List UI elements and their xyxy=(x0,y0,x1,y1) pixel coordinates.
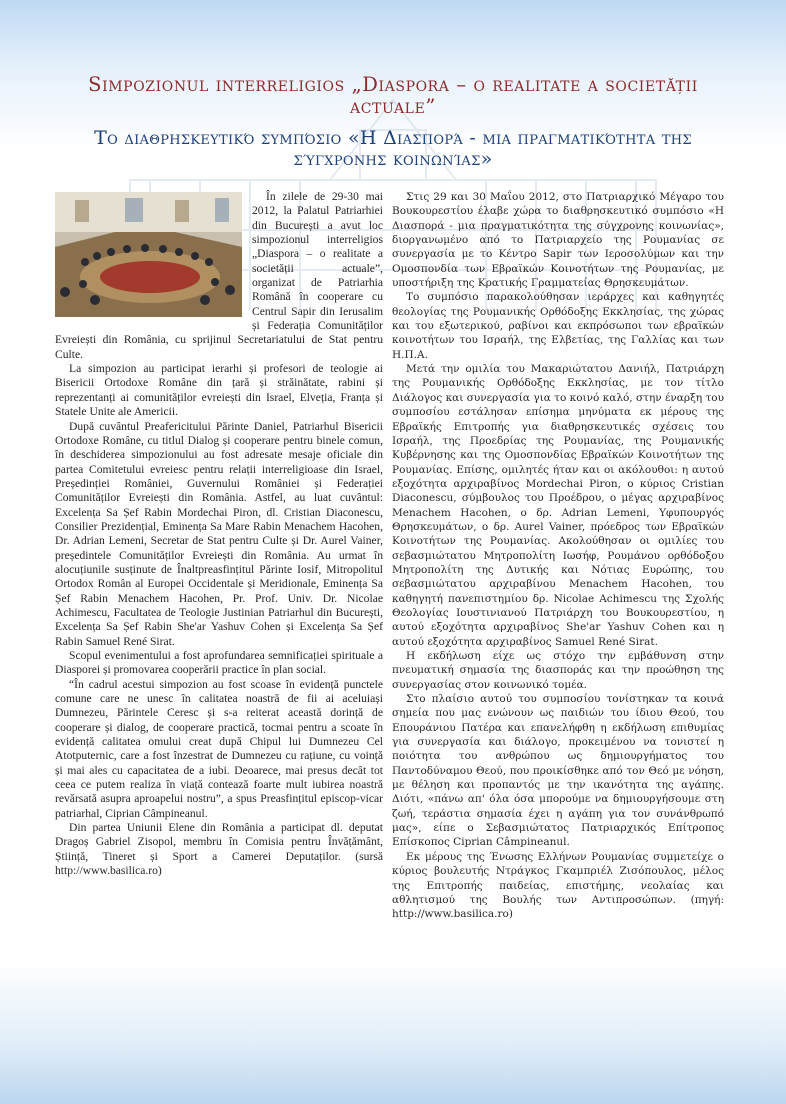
ro-paragraph-4: Scopul evenimentului a fost aprofundarea semnificației spirituale a Diasporei și promovarea cooperării practice în plan social. xyxy=(55,649,383,677)
gr-paragraph-4: Η εκδήλωση είχε ως στόχο την εμβάθυνση στην πνευματική σημασία της διασποράς και την προώθηση της συνεργασίας στον κοινωνικό τομέα. xyxy=(392,650,724,691)
ro-paragraph-1: În zilele de 29-30 mai 2012, la Palatul Patriarhiei din București a avut loc simpozionul interreligios „Diaspora – o realitate a societății actuale”, organizat de Patriarhia Română în cooperare cu Centrul Sapir din Ierusalim și Federația Comunităților Evreiești din România, cu sprijinul Secretariatului de Stat pentru Culte. xyxy=(55,190,383,361)
title-romanian: Simpozionul interreligios „Diaspora – o realitate a societății actuale” xyxy=(88,73,698,118)
title-greek: Το διαθρησκευτικό συμπόσιο «Η Διασπορά - μια πραγματικότητα της σύγχρονης κοινωνίας» xyxy=(94,127,692,170)
ro-paragraph-3: După cuvântul Preafericitului Părinte Daniel, Patriarhul Bisericii Ortodoxe Române, cu titlul Dialog și cooperare pentru binele comun, în deschiderea simpozionului au fost adresate mesaje oficiale din partea Comitetului evreiesc pentru relații interreligioase din Israel, Președinției României, Guvernului României și Federației Comunităților Evreiești din România. Astfel, au luat cuvântul: Excelența Sa Șef Rabin Mordechai Piron, dl. Cristian Diaconescu, Consilier Prezidențial, Eminența Sa Mare Rabin Menachem Hacohen, Dr. Adrian Lemeni, Secretar de Stat pentru Culte și Dr. Aurel Vainer, președintele Comunităților Evreiești din România. Au urmat în alocuțiunile susținute de Înaltpreasfințitul Părinte Iosif, Mitropolitul Ortodox Român al Europei Occidentale și Meridionale, Eminența Sa Șef Rabin Menachem Hacohen, Pr. Prof. Univ. Dr. Nicolae Achimescu, Facultatea de Teologie Justinian Patriarhul din București, Excelența Sa Șef Rabin She'ar Yashuv Cohen și Excelența Sa Șef Rabin Samuel René Sirat. xyxy=(55,419,383,648)
ro-paragraph-5: “În cadrul acestui simpozion au fost scoase în evidență punctele comune care ne unesc în calitatea noastră de fii ai aceluiași Dumnezeu, Părintele Ceresc și s-a reiterat această dorință de cooperare și dialog, de cooperare practică, tocmai pentru a scoate în evidență calitatea omului creat după Chipul lui Dumnezeu Cel Atotputernic, care a fost înzestrat de Dumnezeu cu rațiune, cu voință și mai ales cu capacitatea de a iubi. Deoarece, mai presus decât tot ceea ce putem realiza în viață contează foarte mult iubirea noastră revărsată asupra aproapelui nostru”, a spus Preasfințitul episcop-vicar patriarhal, Ciprian Câmpineanul. xyxy=(55,677,383,820)
gr-paragraph-1: Στις 29 και 30 Μαΐου 2012, στο Πατριαρχικό Μέγαρο του Βουκουρεστίου έλαβε χώρα το διαθρησκευτικό συμπόσιο «Η Διασπορά - μια πραγματικότητα της σύγχρονης κοινωνίας», διοργανωμένο από το Πατριαρχείο της Ρουμανίας σε συνεργασία με το Κέντρο Sapir των Ιεροσολύμων και την Ομοσπονδία των Εβραϊκών Κοινοτήτων της Ρουμανίας, με υποστήριξη της Κρατικής Γραμματείας Θρησκευμάτων. xyxy=(392,191,724,290)
ro-paragraph-2: La simpozion au participat ierarhi și profesori de teologie ai Bisericii Ortodoxe Române din țară și străinătate, rabini și reprezentanți ai comunităților evreiești din Israel, Elveția, Franța și Statele Unite ale Americii. xyxy=(55,362,383,419)
romanian-column xyxy=(55,190,383,1090)
conference-hall-photo xyxy=(55,192,242,317)
gr-paragraph-5: Στο πλαίσιο αυτού του συμποσίου τονίστηκαν τα κοινά σημεία που μας ενώνουν ως παιδιών του ίδιου Θεού, του Επουράνιου Πατέρα και επανελήφθη η εκδήλωση επιθυμίας για συνεργασία και διάλογο, προκειμένου να τονιστεί η ποιότητα του ανθρώπου ως δημιουργήματος του Παντοδύναμου Θεού, που προικίσθηκε από τον Θεό με νόηση, με θέληση και προπαντός με την ικανότητα της αγάπης. Διότι, «πάνω απ' όλα όσα μπορούμε να δημιουργήσουμε στη ζωή, τεράστια σημασία έχει η αγάπη για τον συνάνθρωπό μας», είπε ο Σεβασμιώτατος Πατριαρχικός Επίτροπος Επίσκοπος Ciprian Câmpineanul. xyxy=(392,693,724,849)
greek-column xyxy=(392,190,724,1090)
gr-paragraph-2: Το συμπόσιο παρακολούθησαν ιεράρχες και καθηγητές θεολογίας της Ρουμανικής Ορθόδοξης Εκκλησίας, της χώρας και του εξωτερικού, ραβίνοι και εκπρόσωποι των εβραϊκών κοινοτήτων του Ισραήλ, της Ελβετίας, της Γαλλίας και των Η.Π.Α. xyxy=(392,291,724,361)
gr-paragraph-3: Μετά την ομιλία του Μακαριώτατου Δανιήλ, Πατριάρχη της Ρουμανικής Ορθόδοξης Εκκλησίας, με τον τίτλο Διάλογος και συνεργασία για το κοινό καλό, στην έναρξη του συμποσίου εστάλησαν επίσημα μηνύματα εκ μέρους της Εβραϊκής Επιτροπής για διαθρησκευτικές σχέσεις του Ισραήλ, της Προεδρίας της Ρουμανίας, της Ρουμανικής Κυβέρνησης και της Ομοσπονδίας Εβραϊκών Κοινοτήτων της Ρουμανίας. Επίσης, ομιλητές ήταν και οι ακόλουθοι: η αυτού εξοχότητα αρχιραβίνος Mordechai Piron, ο κύριος Cristian Diaconescu, σύμβουλος του Προέδρου, ο μέγας αρχιραβίνος Menachem Hacohen, ο δρ. Adrian Lemeni, Υφυπουργός Θρησκευμάτων, ο δρ. Aurel Vainer, πρόεδρος των Εβραϊκών Κοινοτήτων της Ρουμανίας. Ακολούθησαν οι ομιλίες του σεβασμιώτατου Μητροπολίτη Ιωσήφ, Ρουμάνου ορθόδοξου Μητροπολίτη της Δυτικής και Νότιας Ευρώπης, του σεβασμιώτατου αρχιραβίνου Menachem Hacohen, του καθηγητή πανεπιστημίου δρ. Nicolae Achimescu της Σχολής Θεολογίας Ιουστινιανού Πατριάρχη του Βουκουρεστίου, η αυτού εξοχότητα αρχιραβίνος She'ar Yashuv Cohen και η αυτού εξοχότητα αρχιραβίνος Samuel René Sirat. xyxy=(392,363,724,648)
ro-paragraph-6: Din partea Uniunii Elene din România a participat dl. deputat Dragoș Gabriel Zisopol, membru în Comisia pentru Învățământ, Știință, Tineret și Sport a Camerei Deputaților. (sursă http://www.basilica.ro) xyxy=(55,821,383,878)
gr-paragraph-6: Εκ μέρους της Ένωσης Ελλήνων Ρουμανίας συμμετείχε ο κύριος βουλευτής Ντράγκος Γκαμπριέλ Ζισόπουλος, μέλος της Επιτροπής παιδείας, επιστήμης, νεολαίας και αθλητισμού της Βουλής των Αντιπροσώπων. (πηγή: http://www.basilica.ro) xyxy=(392,850,724,921)
